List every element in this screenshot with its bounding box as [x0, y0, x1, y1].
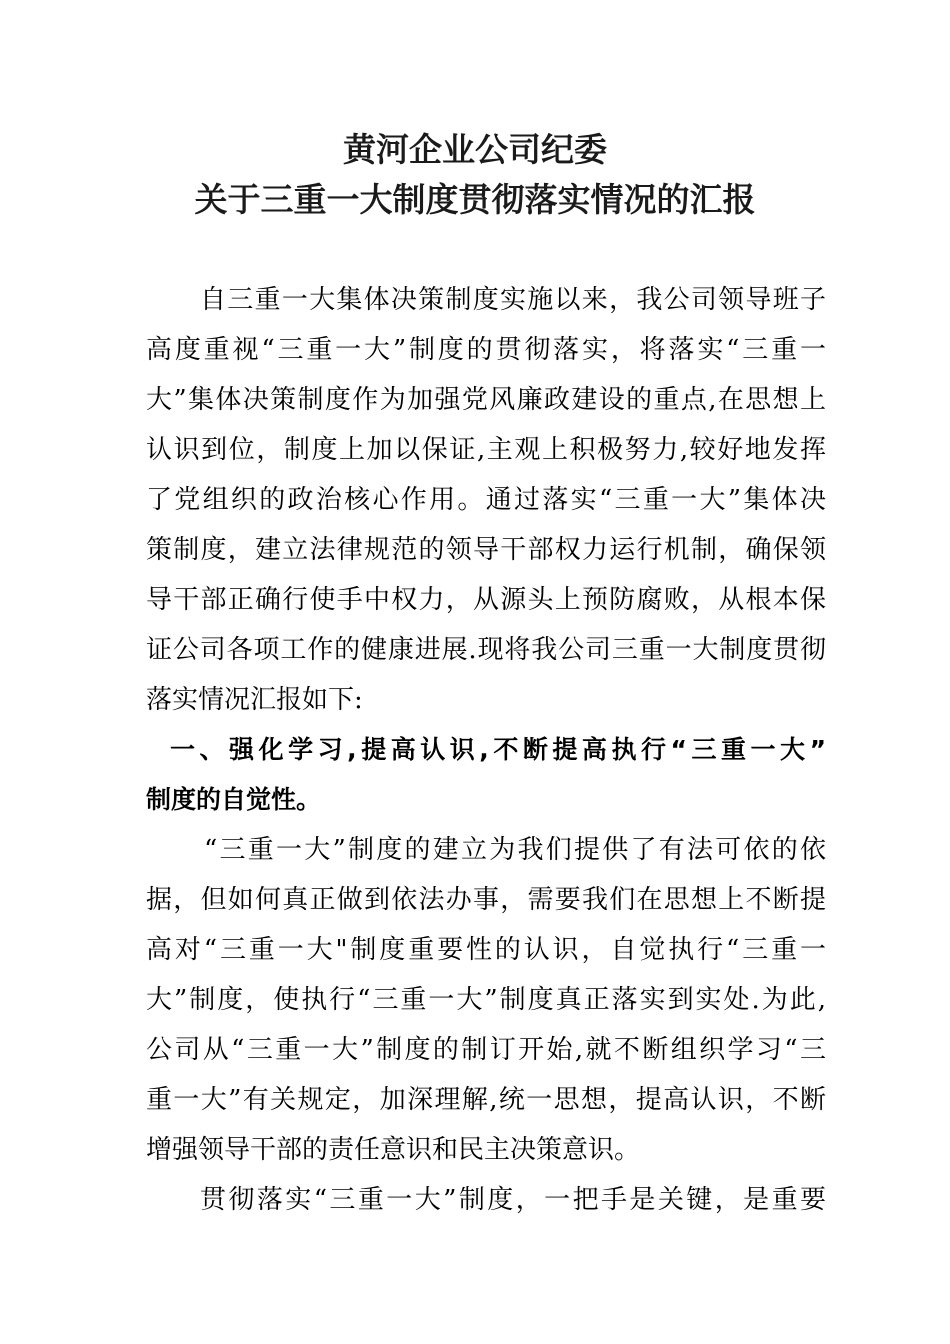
paragraph-1-line: 了党组织的政治核心作用。通过落实“三重一大”集体决	[146, 485, 826, 515]
paragraph-1-line: 自三重一大集体决策制度实施以来，我公司领导班子	[200, 285, 826, 315]
paragraph-1-line: 大”集体决策制度作为加强党风廉政建设的重点,在思想上	[146, 385, 826, 415]
document-title-line-2: 关于三重一大制度贯彻落实情况的汇报	[194, 180, 756, 219]
paragraph-2-line: “三重一大”制度的建立为我们提供了有法可依的依	[204, 835, 826, 865]
paragraph-3-line: 贯彻落实“三重一大”制度，一把手是关键，是重要	[200, 1185, 826, 1215]
section-heading-line: 一、强化学习,提高认识,不断提高执行“三重一大”	[170, 735, 826, 764]
paragraph-2-line: 据，但如何真正做到依法办事，需要我们在思想上不断提	[146, 885, 826, 915]
paragraph-1-line: 认识到位，制度上加以保证,主观上积极努力,较好地发挥	[146, 435, 826, 465]
paragraph-1-line: 高度重视“三重一大”制度的贯彻落实，将落实“三重一	[146, 335, 826, 365]
paragraph-1-line: 导干部正确行使手中权力，从源头上预防腐败，从根本保	[146, 585, 826, 615]
paragraph-1-line: 落实情况汇报如下:	[146, 685, 363, 715]
paragraph-2-line: 高对“三重一大"制度重要性的认识，自觉执行“三重一	[146, 935, 826, 965]
section-heading-line: 制度的自觉性。	[146, 785, 322, 814]
paragraph-2-line: 增强领导干部的责任意识和民主决策意识。	[146, 1135, 641, 1165]
paragraph-2-line: 大”制度，使执行“三重一大”制度真正落实到实处.为此,	[146, 985, 826, 1015]
paragraph-1-line: 证公司各项工作的健康进展.现将我公司三重一大制度贯彻	[146, 635, 826, 665]
paragraph-1-line: 策制度，建立法律规范的领导干部权力运行机制，确保领	[146, 535, 826, 565]
paragraph-2-line: 重一大”有关规定，加深理解,统一思想，提高认识，不断	[146, 1085, 826, 1115]
document-title-line-1: 黄河企业公司纪委	[343, 130, 607, 169]
document-body	[146, 280, 826, 1230]
paragraph-2-line: 公司从“三重一大”制度的制订开始,就不断组织学习“三	[146, 1035, 826, 1065]
